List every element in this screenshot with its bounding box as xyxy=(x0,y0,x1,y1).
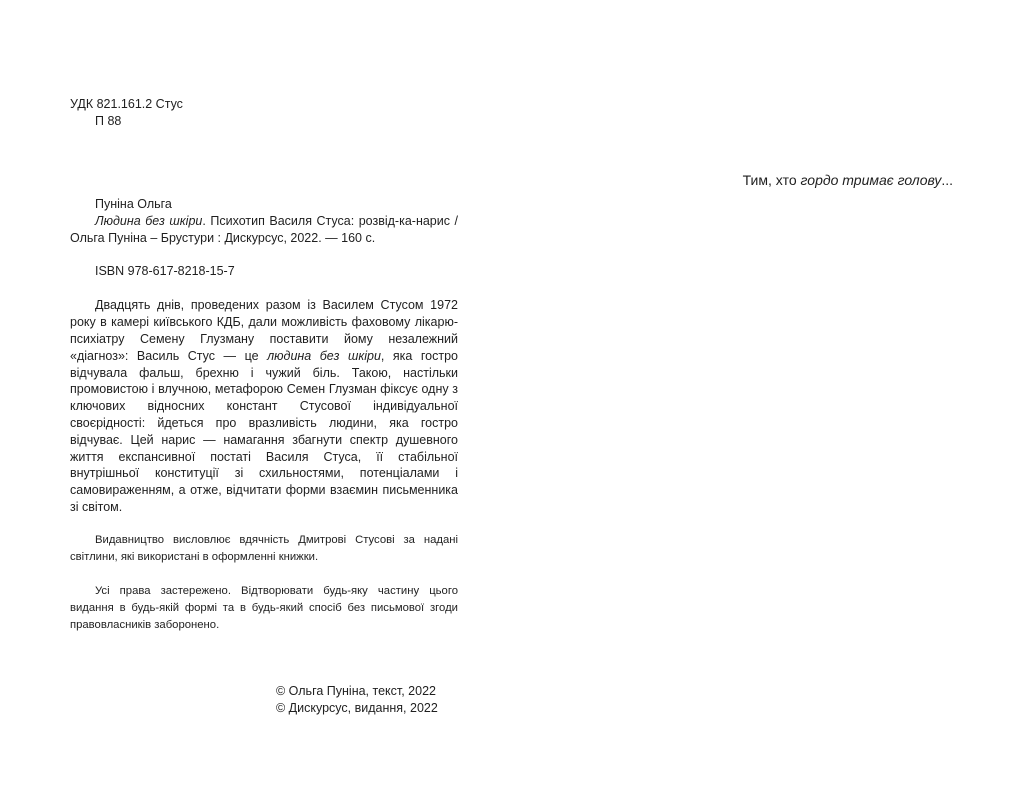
abstract-part-2: , яка гостро відчувала фальш, брехню і чужий біль. Такою, настільки промовистою і влучною, метафорою Семен Глузман фіксує одну з ключових відносних констант Стусової індивідуальної своєрідності: йдеться про вразливість людини, яка гостро відчуває. Цей нарис — намагання збагнути спектр душевного життя експансивної постаті Василя Стуса, її стабільної внутрішньої конституції зі схильностями, потенціалами і самовираженням, а отже, відчитати форми взаємин письменника зі світом. xyxy=(70,348,459,514)
abstract-part-1: Двадцять днів, проведених разом із Василем Стусом 1972 року в камері київського КДБ, дали можливість фаховому лікарю-психіатру Семену Глузману поставити йому незалежний «діагноз»: Василь Стус — це xyxy=(70,298,458,363)
bibliographic-record xyxy=(70,196,458,246)
left-page xyxy=(70,96,458,634)
copyright-block xyxy=(276,683,438,717)
dedication xyxy=(743,171,953,189)
right-page xyxy=(512,0,1024,788)
author-name: Пуніна Ольга xyxy=(95,197,172,211)
abstract-italic-phrase: людина без шкіри xyxy=(267,348,381,363)
rights-notice: Усі права застережено. Відтворювати будь-яку частину цього видання в будь-якій формі та в будь-який спосіб без письмової згоди правовласників заборонено. xyxy=(70,584,458,631)
dedication-plain: Тим, хто xyxy=(742,172,801,188)
udk-code: УДК 821.161.2 Стус xyxy=(70,97,183,111)
author-mark-code: П 88 xyxy=(95,114,122,128)
dedication-italic: гордо тримає голову xyxy=(800,172,942,188)
acknowledgement: Видавництво висловлює вдячність Дмитрові Стусові за надані світлини, які використані в оформленні книжки. xyxy=(70,533,458,563)
copyright-text: © Ольга Пуніна, текст, 2022 xyxy=(276,684,436,698)
dedication-ellipsis: ... xyxy=(941,172,953,188)
udk-block xyxy=(70,96,458,130)
isbn: ISBN 978-617-8218-15-7 xyxy=(95,264,235,279)
book-title: Людина без шкіри xyxy=(95,213,203,228)
abstract xyxy=(70,297,458,515)
copyright-edition: © Дискурсус, видання, 2022 xyxy=(276,701,438,715)
bibliographic-details: . Психотип Василя Стуса: розвід-ка-нарис / Ольга Пуніна – Брустури : Дискурсус, 2022. — 160 с. xyxy=(70,213,459,245)
bibliographic-description xyxy=(70,213,458,247)
